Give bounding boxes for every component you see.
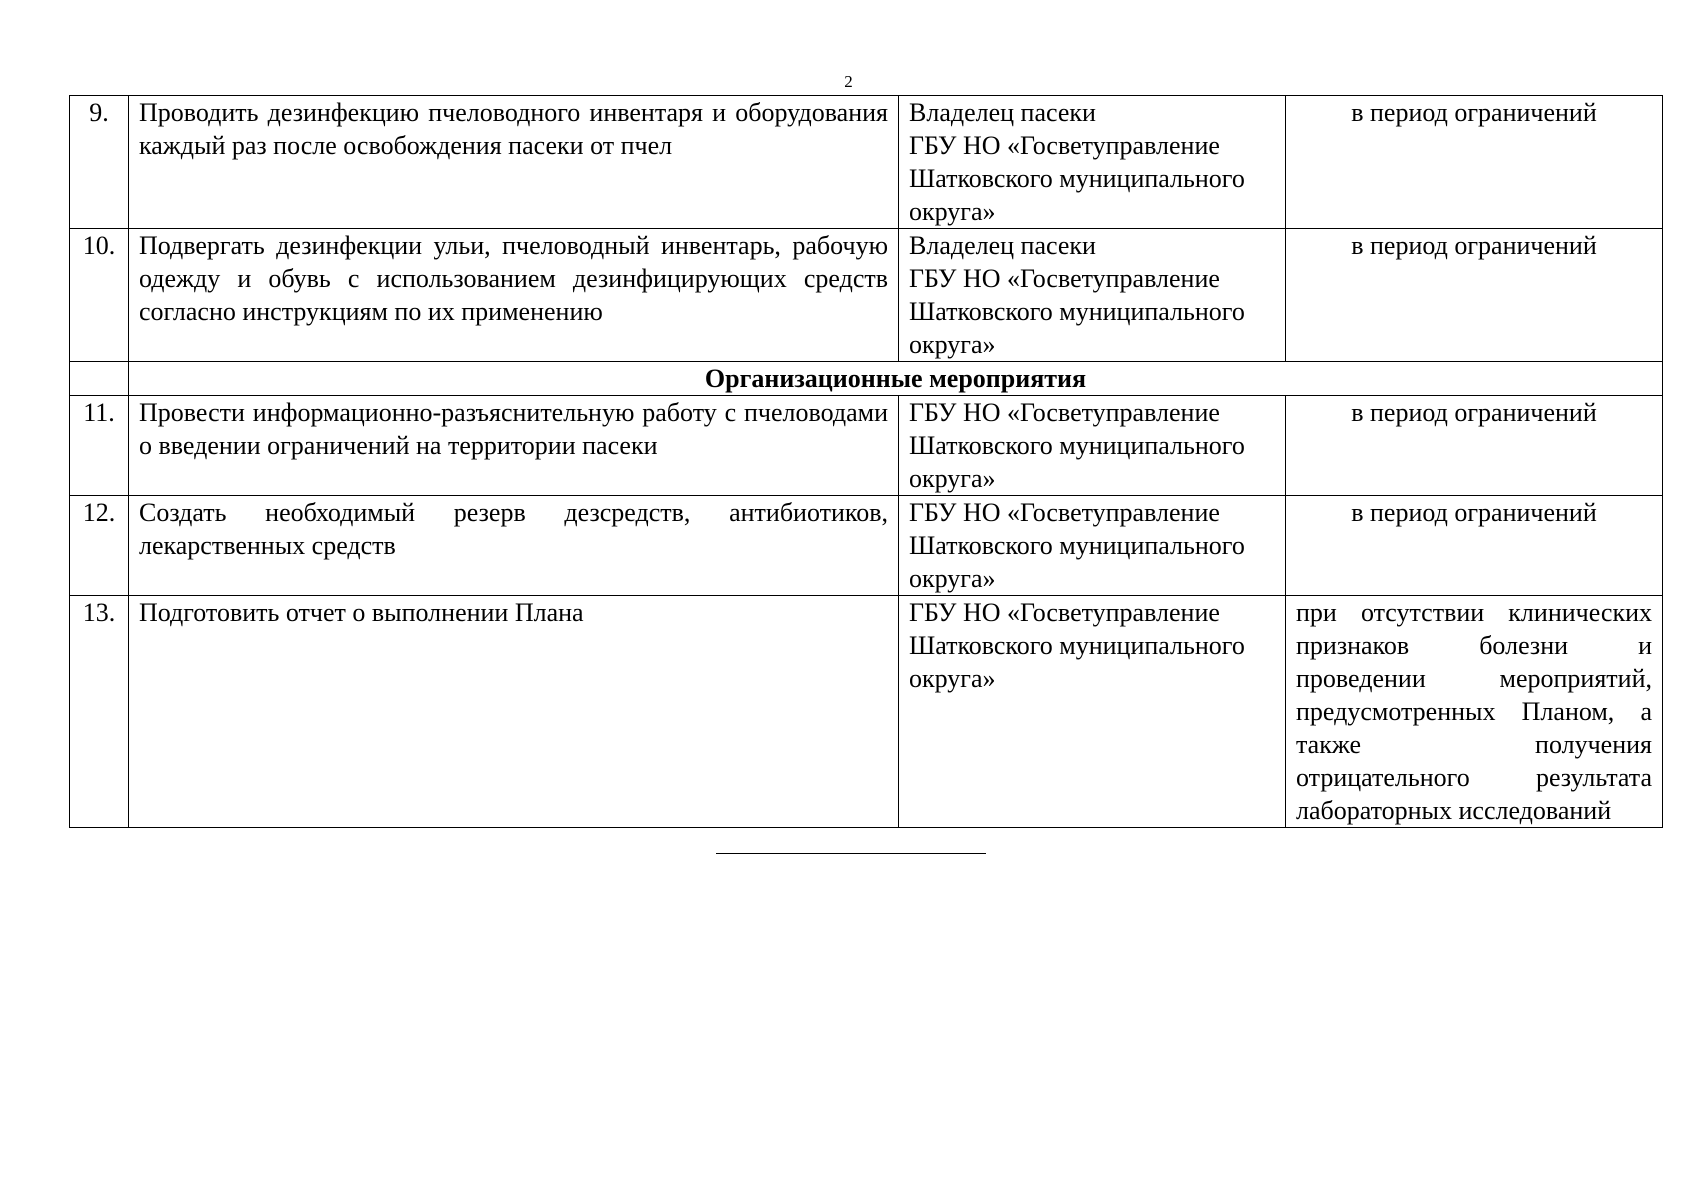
row-number: 9. [70, 96, 129, 229]
responsible-line: округа» [909, 197, 996, 226]
responsible-line: округа» [909, 464, 996, 493]
responsible-line: Владелец пасеки [909, 98, 1096, 127]
responsible-line: округа» [909, 664, 996, 693]
responsible-line: ГБУ НО «Госветуправление [909, 498, 1220, 527]
responsible-line: округа» [909, 564, 996, 593]
responsible-line: Владелец пасеки [909, 231, 1096, 260]
responsible-cell [899, 229, 1286, 362]
table-row [70, 229, 1663, 362]
action-text: Подготовить отчет о выполнении Плана [129, 596, 899, 828]
table-row [70, 496, 1663, 596]
page-number: 2 [844, 72, 853, 91]
measures-table [69, 95, 1663, 828]
term-text: в период ограничений [1286, 496, 1663, 596]
action-text: Провести информационно-разъяснительную работу с пчеловодами о введении ограничений на территории пасеки [129, 396, 899, 496]
term-text: в период ограничений [1286, 396, 1663, 496]
row-number: 12. [70, 496, 129, 596]
section-number-cell [70, 362, 129, 396]
table-row [70, 396, 1663, 496]
responsible-line: Шатковского муниципального [909, 531, 1245, 560]
responsible-line: Шатковского муниципального [909, 164, 1245, 193]
responsible-line: ГБУ НО «Госветуправление [909, 264, 1220, 293]
term-text: в период ограничений [1286, 96, 1663, 229]
responsible-line: Шатковского муниципального [909, 297, 1245, 326]
responsible-line: ГБУ НО «Госветуправление [909, 131, 1220, 160]
responsible-cell [899, 496, 1286, 596]
term-text: при отсутствии клинических признаков болезни и проведении мероприятий, предусмотренных Планом, а также получения отрицательного результата лабораторных исследований [1286, 596, 1663, 828]
responsible-line: ГБУ НО «Госветуправление [909, 398, 1220, 427]
action-text: Подвергать дезинфекции ульи, пчеловодный инвентарь, рабочую одежду и обувь с использованием дезинфицирующих средств согласно инструкциям по их применению [129, 229, 899, 362]
responsible-line: ГБУ НО «Госветуправление [909, 598, 1220, 627]
table-row [70, 596, 1663, 828]
responsible-cell [899, 396, 1286, 496]
row-number: 11. [70, 396, 129, 496]
term-text: в период ограничений [1286, 229, 1663, 362]
responsible-cell [899, 596, 1286, 828]
responsible-cell [899, 96, 1286, 229]
closing-divider [716, 853, 986, 854]
section-row [70, 362, 1663, 396]
responsible-line: округа» [909, 330, 996, 359]
responsible-line: Шатковского муниципального [909, 431, 1245, 460]
action-text: Создать необходимый резерв дезсредств, антибиотиков, лекарственных средств [129, 496, 899, 596]
responsible-line: Шатковского муниципального [909, 631, 1245, 660]
section-title: Организационные мероприятия [129, 362, 1663, 396]
table-row [70, 96, 1663, 229]
row-number: 13. [70, 596, 129, 828]
action-text: Проводить дезинфекцию пчеловодного инвентаря и оборудования каждый раз после освобождения пасеки от пчел [129, 96, 899, 229]
row-number: 10. [70, 229, 129, 362]
